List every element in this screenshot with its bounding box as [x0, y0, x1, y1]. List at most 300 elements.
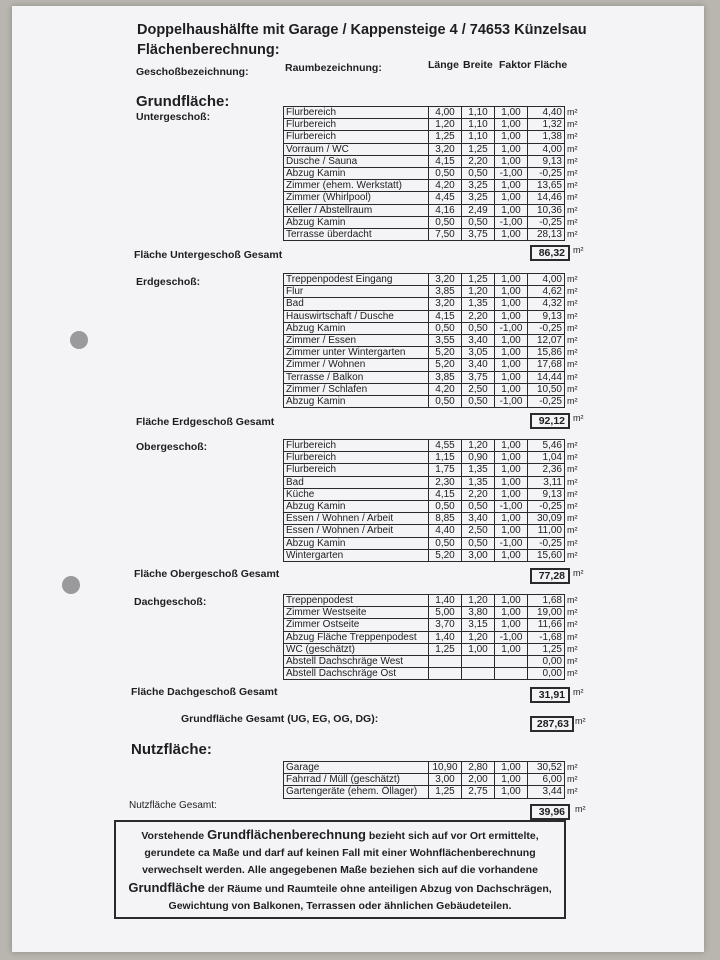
section-heading-grundflaeche: Grundfläche: — [136, 93, 230, 110]
factor-cell: 1,00 — [495, 274, 528, 286]
unit-label: m² — [567, 119, 578, 130]
floor-label: Dachgeschoß: — [134, 596, 207, 608]
room-name-cell: Wintergarten — [284, 549, 429, 561]
length-cell: 0,50 — [429, 167, 462, 179]
room-name-cell: Zimmer unter Wintergarten — [284, 347, 429, 359]
length-cell: 0,50 — [429, 537, 462, 549]
room-table — [283, 594, 584, 680]
table-row — [284, 786, 584, 798]
width-cell: 3,05 — [462, 347, 495, 359]
unit-label: m² — [567, 774, 578, 785]
length-cell: 4,16 — [429, 204, 462, 216]
width-cell: 3,40 — [462, 513, 495, 525]
area-cell: 5,46 — [528, 440, 565, 452]
width-cell — [462, 655, 495, 667]
factor-cell: 1,00 — [495, 762, 528, 774]
unit-label: m² — [567, 310, 578, 321]
factor-cell: -1,00 — [495, 537, 528, 549]
factor-cell: 1,00 — [495, 371, 528, 383]
floor-label: Untergeschoß: — [136, 111, 211, 123]
table-row — [284, 347, 584, 359]
document-subtitle: Flächenberechnung: — [137, 42, 280, 58]
width-cell: 1,10 — [462, 107, 495, 119]
unit-label: m² — [567, 537, 578, 548]
unit-label: m² — [567, 274, 578, 285]
length-cell: 0,50 — [429, 500, 462, 512]
width-cell: 2,49 — [462, 204, 495, 216]
unit-label: m² — [567, 359, 578, 370]
table-row — [284, 774, 584, 786]
punch-hole — [70, 331, 88, 349]
room-table — [283, 273, 584, 408]
width-cell: 3,40 — [462, 334, 495, 346]
unit-label: m² — [567, 643, 578, 654]
table-row — [284, 204, 584, 216]
room-name-cell: Abstell Dachschräge West — [284, 655, 429, 667]
room-name-cell: Essen / Wohnen / Arbeit — [284, 525, 429, 537]
area-cell: 15,60 — [528, 549, 565, 561]
room-name-cell: Zimmer Ostseite — [284, 619, 429, 631]
table-row — [284, 286, 584, 298]
document-title: Doppelhaushälfte mit Garage / Kappensteige 4 / 74653 Künzelsau — [137, 22, 587, 38]
unit-label: m² — [567, 131, 578, 142]
unit-label: m² — [567, 395, 578, 406]
width-cell: 0,50 — [462, 322, 495, 334]
room-name-cell: Abzug Kamin — [284, 537, 429, 549]
factor-cell: 1,00 — [495, 786, 528, 798]
area-cell: -0,25 — [528, 537, 565, 549]
length-cell: 2,30 — [429, 476, 462, 488]
room-name-cell: Zimmer (Whirlpool) — [284, 192, 429, 204]
room-name-cell: Flurbereich — [284, 452, 429, 464]
length-cell — [429, 655, 462, 667]
room-name-cell: Flurbereich — [284, 119, 429, 131]
area-cell: 3,44 — [528, 786, 565, 798]
table-row — [284, 595, 584, 607]
disclaimer-emphasis: Grundfläche — [128, 880, 205, 895]
floor-total-label: Fläche Erdgeschoß Gesamt — [136, 416, 275, 428]
area-cell: 9,13 — [528, 488, 565, 500]
length-cell: 4,15 — [429, 155, 462, 167]
room-name-cell: Treppenpodest — [284, 595, 429, 607]
unit-label: m² — [575, 716, 586, 726]
unit-label: m² — [567, 192, 578, 203]
table-row — [284, 655, 584, 667]
area-cell: 1,32 — [528, 119, 565, 131]
width-cell: 1,10 — [462, 131, 495, 143]
table-row — [284, 395, 584, 407]
factor-cell: 1,00 — [495, 383, 528, 395]
table-row — [284, 180, 584, 192]
length-cell: 1,40 — [429, 595, 462, 607]
room-name-cell: Essen / Wohnen / Arbeit — [284, 513, 429, 525]
width-cell: 1,20 — [462, 440, 495, 452]
width-cell: 2,20 — [462, 155, 495, 167]
area-cell: 10,36 — [528, 204, 565, 216]
table-row — [284, 619, 584, 631]
table-row — [284, 537, 584, 549]
length-cell: 5,20 — [429, 549, 462, 561]
room-name-cell: WC (geschätzt) — [284, 643, 429, 655]
area-cell: 13,65 — [528, 180, 565, 192]
length-cell: 3,20 — [429, 274, 462, 286]
room-table — [283, 761, 584, 799]
unit-label: m² — [567, 286, 578, 297]
disclaimer-text: Vorstehende — [141, 830, 208, 842]
room-name-cell: Treppenpodest Eingang — [284, 274, 429, 286]
area-cell: 2,36 — [528, 464, 565, 476]
room-name-cell: Abzug Kamin — [284, 167, 429, 179]
factor-cell: 1,00 — [495, 513, 528, 525]
factor-cell: 1,00 — [495, 155, 528, 167]
length-cell: 4,15 — [429, 488, 462, 500]
room-name-cell: Abzug Kamin — [284, 500, 429, 512]
table-row — [284, 119, 584, 131]
length-cell: 3,70 — [429, 619, 462, 631]
room-name-cell: Fahrrad / Müll (geschätzt) — [284, 774, 429, 786]
room-name-cell: Zimmer / Essen — [284, 334, 429, 346]
unit-label: m² — [575, 804, 586, 814]
table-row — [284, 452, 584, 464]
room-name-cell: Flur — [284, 286, 429, 298]
width-cell: 1,10 — [462, 119, 495, 131]
width-cell: 3,80 — [462, 607, 495, 619]
area-cell: 9,13 — [528, 155, 565, 167]
area-cell: 30,09 — [528, 513, 565, 525]
factor-cell: 1,00 — [495, 440, 528, 452]
floor-total-value: 77,28 — [530, 568, 570, 584]
factor-cell: 1,00 — [495, 204, 528, 216]
unit-label: m² — [567, 786, 578, 797]
width-cell: 3,40 — [462, 359, 495, 371]
factor-cell: 1,00 — [495, 298, 528, 310]
column-header-area: Fläche — [534, 59, 568, 71]
table-row — [284, 322, 584, 334]
room-name-cell: Bad — [284, 298, 429, 310]
length-cell: 3,20 — [429, 143, 462, 155]
length-cell: 0,50 — [429, 322, 462, 334]
area-cell: 0,00 — [528, 668, 565, 680]
table-row — [284, 668, 584, 680]
column-header-floor: Geschoßbezeichnung: — [136, 66, 249, 78]
room-name-cell: Flurbereich — [284, 107, 429, 119]
table-row — [284, 298, 584, 310]
section-heading-nutzflaeche: Nutzfläche: — [131, 741, 212, 758]
area-cell: 4,00 — [528, 143, 565, 155]
unit-label: m² — [567, 476, 578, 487]
floor-total-label: Fläche Dachgeschoß Gesamt — [131, 686, 278, 698]
room-name-cell: Abzug Kamin — [284, 322, 429, 334]
unit-label: m² — [567, 464, 578, 475]
length-cell: 1,25 — [429, 786, 462, 798]
unit-label: m² — [567, 619, 578, 630]
factor-cell: 1,00 — [495, 310, 528, 322]
table-row — [284, 525, 584, 537]
table-row — [284, 513, 584, 525]
area-cell: 10,50 — [528, 383, 565, 395]
unit-label: m² — [567, 335, 578, 346]
factor-cell: 1,00 — [495, 359, 528, 371]
area-cell: 6,00 — [528, 774, 565, 786]
width-cell: 3,75 — [462, 228, 495, 240]
room-name-cell: Flurbereich — [284, 131, 429, 143]
unit-label: m² — [567, 762, 578, 773]
unit-label: m² — [567, 155, 578, 166]
area-cell: 1,25 — [528, 643, 565, 655]
room-name-cell: Zimmer / Schlafen — [284, 383, 429, 395]
length-cell: 4,20 — [429, 383, 462, 395]
room-table — [283, 106, 584, 241]
factor-cell: 1,00 — [495, 619, 528, 631]
area-cell: -0,25 — [528, 322, 565, 334]
unit-label: m² — [567, 322, 578, 333]
table-row — [284, 440, 584, 452]
area-cell: -0,25 — [528, 216, 565, 228]
factor-cell: -1,00 — [495, 631, 528, 643]
disclaimer-text: bezieht sich auf vor Ort ermittelte, — [365, 830, 539, 842]
room-name-cell: Abzug Kamin — [284, 216, 429, 228]
factor-cell: 1,00 — [495, 119, 528, 131]
width-cell: 1,35 — [462, 476, 495, 488]
grand-total-value: 287,63 — [530, 716, 574, 732]
unit-label: m² — [567, 631, 578, 642]
disclaimer-emphasis: Grundflächenberechnung — [207, 827, 366, 842]
length-cell: 1,20 — [429, 119, 462, 131]
area-cell: 4,32 — [528, 298, 565, 310]
room-name-cell: Küche — [284, 488, 429, 500]
unit-label: m² — [567, 595, 578, 606]
area-cell: -0,25 — [528, 395, 565, 407]
width-cell: 2,75 — [462, 786, 495, 798]
unit-label: m² — [573, 245, 584, 255]
area-cell: 30,52 — [528, 762, 565, 774]
table-row — [284, 549, 584, 561]
table-row — [284, 228, 584, 240]
area-cell: 12,07 — [528, 334, 565, 346]
unit-label: m² — [567, 228, 578, 239]
area-cell: -0,25 — [528, 500, 565, 512]
table-row — [284, 131, 584, 143]
unit-label: m² — [567, 107, 578, 118]
room-name-cell: Zimmer Westseite — [284, 607, 429, 619]
factor-cell: 1,00 — [495, 607, 528, 619]
unit-label: m² — [567, 216, 578, 227]
room-name-cell: Abzug Kamin — [284, 395, 429, 407]
floor-total-label: Fläche Obergeschoß Gesamt — [134, 568, 280, 580]
unit-label: m² — [567, 347, 578, 358]
length-cell: 1,40 — [429, 631, 462, 643]
room-name-cell: Abzug Fläche Treppenpodest — [284, 631, 429, 643]
floor-label: Obergeschoß: — [136, 441, 208, 453]
factor-cell — [495, 655, 528, 667]
area-cell: 4,62 — [528, 286, 565, 298]
factor-cell — [495, 668, 528, 680]
table-row — [284, 631, 584, 643]
unit-label: m² — [567, 180, 578, 191]
area-cell: 1,38 — [528, 131, 565, 143]
length-cell: 4,15 — [429, 310, 462, 322]
area-cell: 9,13 — [528, 310, 565, 322]
factor-cell: 1,00 — [495, 774, 528, 786]
table-row — [284, 500, 584, 512]
area-cell: -0,25 — [528, 167, 565, 179]
disclaimer-text: der Räume und Raumteile ohne anteiligen Abzug von Dachschrägen, — [204, 883, 552, 895]
disclaimer-line — [116, 879, 564, 898]
unit-label: m² — [567, 525, 578, 536]
table-row — [284, 643, 584, 655]
factor-cell: 1,00 — [495, 549, 528, 561]
room-name-cell: Bad — [284, 476, 429, 488]
width-cell: 3,00 — [462, 549, 495, 561]
room-name-cell: Zimmer (ehem. Werkstatt) — [284, 180, 429, 192]
factor-cell: -1,00 — [495, 500, 528, 512]
factor-cell: 1,00 — [495, 595, 528, 607]
width-cell: 1,20 — [462, 631, 495, 643]
disclaimer-box — [114, 820, 566, 919]
table-row — [284, 167, 584, 179]
length-cell: 5,00 — [429, 607, 462, 619]
table-row — [284, 274, 584, 286]
table-row — [284, 192, 584, 204]
area-cell: -1,68 — [528, 631, 565, 643]
nutzflaeche-total-value: 39,96 — [530, 804, 570, 820]
unit-label: m² — [567, 383, 578, 394]
width-cell: 0,50 — [462, 500, 495, 512]
width-cell: 0,50 — [462, 395, 495, 407]
width-cell: 1,25 — [462, 143, 495, 155]
length-cell: 3,85 — [429, 371, 462, 383]
length-cell: 5,20 — [429, 359, 462, 371]
factor-cell: 1,00 — [495, 334, 528, 346]
unit-label: m² — [567, 143, 578, 154]
factor-cell: 1,00 — [495, 143, 528, 155]
area-cell: 14,46 — [528, 192, 565, 204]
width-cell: 0,90 — [462, 452, 495, 464]
floor-total-value: 31,91 — [530, 687, 570, 703]
area-cell: 19,00 — [528, 607, 565, 619]
length-cell: 1,15 — [429, 452, 462, 464]
room-name-cell: Abstell Dachschräge Ost — [284, 668, 429, 680]
floor-total-label: Fläche Untergeschoß Gesamt — [134, 249, 283, 261]
floor-label: Erdgeschoß: — [136, 276, 201, 288]
table-row — [284, 334, 584, 346]
table-row — [284, 464, 584, 476]
length-cell: 0,50 — [429, 216, 462, 228]
factor-cell: 1,00 — [495, 286, 528, 298]
table-row — [284, 607, 584, 619]
table-row — [284, 476, 584, 488]
unit-label: m² — [573, 568, 584, 578]
factor-cell: 1,00 — [495, 180, 528, 192]
factor-cell: 1,00 — [495, 476, 528, 488]
width-cell: 1,20 — [462, 286, 495, 298]
factor-cell: 1,00 — [495, 488, 528, 500]
disclaimer-line: gerundete ca Maße und darf auf keinen Fall mit einer Wohnflächenberechnung — [144, 847, 536, 859]
disclaimer-line: Gewichtung von Balkonen, Terrassen oder ähnlichen Gebäudeteilen. — [168, 900, 512, 912]
column-header-width: Breite — [463, 59, 493, 71]
unit-label: m² — [567, 501, 578, 512]
length-cell: 3,85 — [429, 286, 462, 298]
area-cell: 1,04 — [528, 452, 565, 464]
length-cell — [429, 668, 462, 680]
unit-label: m² — [567, 668, 578, 679]
unit-label: m² — [567, 371, 578, 382]
area-cell: 11,00 — [528, 525, 565, 537]
width-cell: 3,25 — [462, 192, 495, 204]
room-name-cell: Zimmer / Wohnen — [284, 359, 429, 371]
unit-label: m² — [567, 607, 578, 618]
width-cell: 3,15 — [462, 619, 495, 631]
table-row — [284, 383, 584, 395]
factor-cell: 1,00 — [495, 107, 528, 119]
width-cell: 3,25 — [462, 180, 495, 192]
table-row — [284, 762, 584, 774]
area-cell: 28,13 — [528, 228, 565, 240]
room-name-cell: Vorraum / WC — [284, 143, 429, 155]
room-table — [283, 439, 584, 562]
column-header-factor: Faktor — [499, 59, 532, 71]
room-name-cell: Gartengeräte (ehem. Öllager) — [284, 786, 429, 798]
factor-cell: -1,00 — [495, 167, 528, 179]
length-cell: 4,20 — [429, 180, 462, 192]
factor-cell: 1,00 — [495, 452, 528, 464]
room-name-cell: Terrasse überdacht — [284, 228, 429, 240]
unit-label: m² — [567, 168, 578, 179]
factor-cell: -1,00 — [495, 216, 528, 228]
length-cell: 0,50 — [429, 395, 462, 407]
area-cell: 3,11 — [528, 476, 565, 488]
room-name-cell: Keller / Abstellraum — [284, 204, 429, 216]
width-cell — [462, 668, 495, 680]
unit-label: m² — [567, 656, 578, 667]
unit-label: m² — [567, 513, 578, 524]
width-cell: 2,50 — [462, 525, 495, 537]
factor-cell: 1,00 — [495, 347, 528, 359]
width-cell: 2,80 — [462, 762, 495, 774]
width-cell: 2,20 — [462, 310, 495, 322]
area-cell: 15,86 — [528, 347, 565, 359]
disclaimer-line — [116, 826, 564, 845]
floor-total-value: 86,32 — [530, 245, 570, 261]
width-cell: 1,35 — [462, 464, 495, 476]
width-cell: 0,50 — [462, 537, 495, 549]
floor-total-value: 92,12 — [530, 413, 570, 429]
unit-label: m² — [567, 204, 578, 215]
area-cell: 14,44 — [528, 371, 565, 383]
width-cell: 1,35 — [462, 298, 495, 310]
unit-label: m² — [567, 440, 578, 451]
room-name-cell: Hauswirtschaft / Dusche — [284, 310, 429, 322]
area-cell: 17,68 — [528, 359, 565, 371]
area-cell: 1,68 — [528, 595, 565, 607]
length-cell: 4,55 — [429, 440, 462, 452]
width-cell: 1,00 — [462, 643, 495, 655]
table-row — [284, 107, 584, 119]
length-cell: 3,00 — [429, 774, 462, 786]
factor-cell: 1,00 — [495, 228, 528, 240]
width-cell: 2,20 — [462, 488, 495, 500]
length-cell: 4,00 — [429, 107, 462, 119]
factor-cell: 1,00 — [495, 525, 528, 537]
table-row — [284, 216, 584, 228]
room-name-cell: Dusche / Sauna — [284, 155, 429, 167]
room-name-cell: Flurbereich — [284, 464, 429, 476]
factor-cell: 1,00 — [495, 131, 528, 143]
punch-hole — [62, 576, 80, 594]
area-cell: 4,40 — [528, 107, 565, 119]
column-header-room: Raumbezeichnung: — [285, 62, 382, 74]
column-header-length: Länge — [428, 59, 459, 71]
